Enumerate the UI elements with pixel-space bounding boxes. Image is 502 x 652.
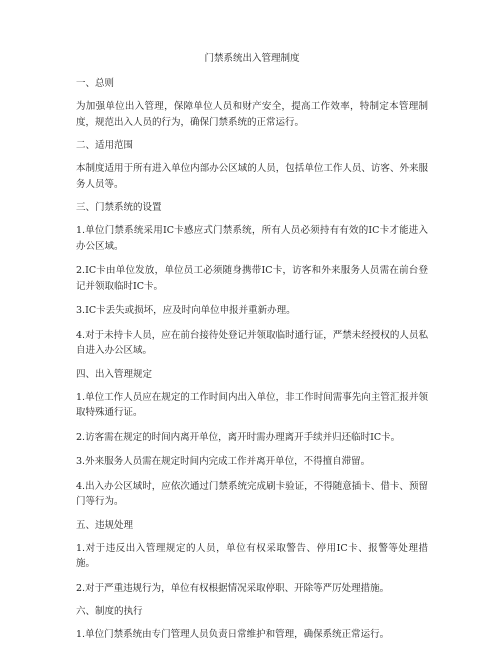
paragraph: 3.外来服务人员需在规定时间内完成工作并离开单位，不得擅自滞留。 bbox=[76, 456, 371, 467]
paragraph: 3.IC卡丢失或损坏，应及时向单位申报并重新办理。 bbox=[76, 305, 296, 316]
section-heading: 五、违规处理 bbox=[76, 519, 134, 531]
paragraph: 1.单位工作人员应在规定的工作时间内出入单位，非工作时间需事先向主管汇报并领取特殊通行证。 bbox=[76, 391, 428, 418]
paragraph: 1.单位门禁系统采用IC卡感应式门禁系统，所有人员必须持有有效的IC卡才能进入办公区域。 bbox=[76, 225, 428, 252]
paragraph: 2.访客需在规定的时间内离开单位，离开时需办理离开手续并归还临时IC卡。 bbox=[76, 431, 401, 443]
section-scope bbox=[76, 139, 428, 192]
paragraph: 本制度适用于所有进入单位内部办公区域的人员，包括单位工作人员、访客、外来服务人员等。 bbox=[76, 163, 428, 190]
paragraph: 为加强单位出入管理，保障单位人员和财产安全，提高工作效率，特制定本管理制度，规范出入人员的行为，确保门禁系统的正常运行。 bbox=[76, 101, 428, 128]
section-violations bbox=[76, 519, 428, 597]
section-enforcement bbox=[76, 605, 428, 643]
section-heading: 三、门禁系统的设置 bbox=[76, 202, 162, 213]
paragraph: 2.对于严重违规行为，单位有权根据情况采取停职、开除等严厉处理措施。 bbox=[76, 582, 390, 594]
paragraph: 2.IC卡由单位发放，单位员工必须随身携带IC卡，访客和外来服务人员需在前台登记并领取临时IC卡。 bbox=[76, 265, 428, 292]
paragraph: 1.单位门禁系统由专门管理人员负责日常维护和管理，确保系统正常运行。 bbox=[76, 629, 390, 640]
section-system-setup bbox=[76, 201, 428, 359]
section-heading: 二、适用范围 bbox=[76, 140, 134, 151]
section-general bbox=[76, 77, 428, 130]
section-access-rules bbox=[76, 368, 428, 510]
paragraph: 4.对于未持卡人员，应在前台接待处登记并领取临时通行证，严禁未经授权的人员私自进入办公区域。 bbox=[76, 329, 428, 356]
section-heading: 四、出入管理规定 bbox=[76, 368, 153, 380]
document-page bbox=[76, 52, 428, 652]
section-heading: 一、总则 bbox=[76, 78, 115, 89]
document-title: 门禁系统出入管理制度 bbox=[204, 53, 300, 64]
paragraph: 1.对于违反出入管理规定的人员，单位有权采取警告、停用IC卡、报警等处理措施。 bbox=[76, 542, 428, 569]
section-heading: 六、制度的执行 bbox=[76, 606, 143, 617]
paragraph: 4.出入办公区域时，应依次通过门禁系统完成刷卡验证，不得随意插卡、借卡、预留门等行为。 bbox=[76, 480, 428, 507]
